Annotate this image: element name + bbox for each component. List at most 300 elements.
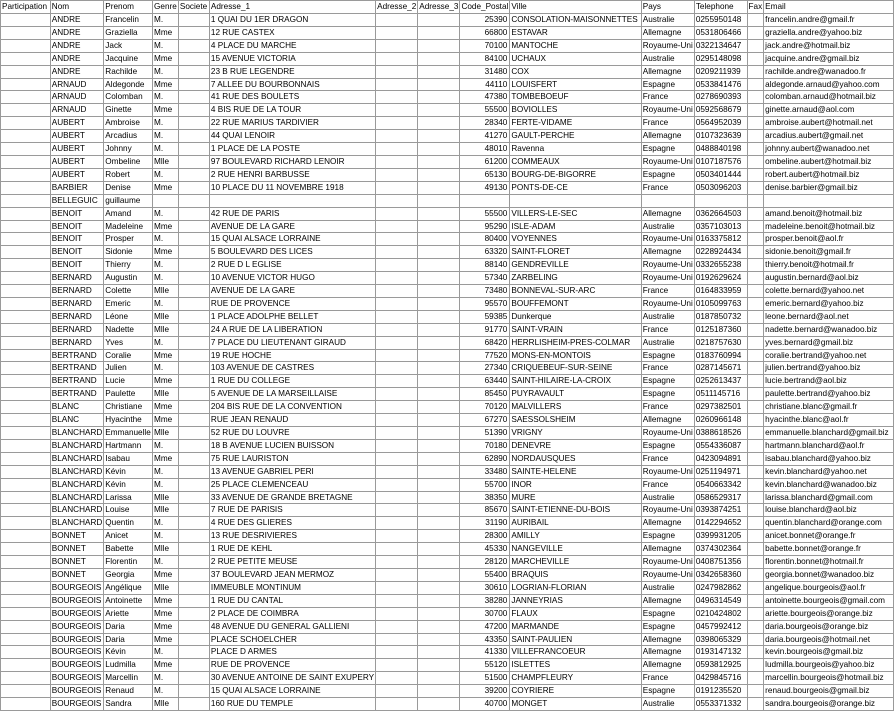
cell-adresse-1[interactable] (209, 194, 375, 207)
cell-email[interactable]: emmanuelle.blanchard@gmail.biz (764, 427, 894, 440)
cell-fax[interactable] (747, 349, 764, 362)
cell-genre[interactable]: Mlle (153, 581, 179, 594)
cell-nom[interactable]: BLANCHARD (50, 439, 104, 452)
cell-ville[interactable]: ISLE-ADAM (510, 220, 641, 233)
cell-email[interactable]: angelique.bourgeois@aol.fr (764, 581, 894, 594)
cell-nom[interactable]: BELLEGUIC (50, 194, 104, 207)
cell-pays[interactable]: Allemagne (641, 65, 694, 78)
cell-ville[interactable]: FLAUX (510, 607, 641, 620)
cell-societe[interactable] (178, 336, 209, 349)
cell-telephone[interactable]: 0228924434 (694, 246, 747, 259)
cell-code-postal[interactable]: 80400 (460, 233, 510, 246)
cell-adresse-3[interactable] (418, 78, 460, 91)
cell-adresse-1[interactable]: 13 RUE DESRIVIERES (209, 530, 375, 543)
cell-fax[interactable] (747, 233, 764, 246)
cell-adresse-1[interactable]: 1 RUE DE KEHL (209, 543, 375, 556)
cell-code-postal[interactable]: 28300 (460, 530, 510, 543)
cell-adresse-3[interactable] (418, 685, 460, 698)
cell-adresse-2[interactable] (376, 581, 418, 594)
cell-prenom[interactable]: Larissa (104, 491, 153, 504)
cell-email[interactable]: ariette.bourgeois@orange.biz (764, 607, 894, 620)
cell-adresse-1[interactable]: 12 RUE CASTEX (209, 26, 375, 39)
cell-pays[interactable]: Royaume-Uni (641, 427, 694, 440)
cell-adresse-3[interactable] (418, 581, 460, 594)
cell-participation[interactable] (1, 310, 51, 323)
cell-nom[interactable]: BLANCHARD (50, 504, 104, 517)
cell-code-postal[interactable]: 51500 (460, 672, 510, 685)
cell-email[interactable]: christiane.blanc@gmail.fr (764, 401, 894, 414)
cell-prenom[interactable]: Nadette (104, 323, 153, 336)
cell-pays[interactable]: Australie (641, 14, 694, 27)
cell-adresse-2[interactable] (376, 452, 418, 465)
cell-adresse-2[interactable] (376, 323, 418, 336)
cell-telephone[interactable]: 0252613437 (694, 375, 747, 388)
cell-pays[interactable]: Australie (641, 698, 694, 711)
cell-prenom[interactable]: Léone (104, 310, 153, 323)
cell-adresse-1[interactable]: 1 PLACE DE LA POSTE (209, 143, 375, 156)
cell-email[interactable]: francelin.andre@gmail.fr (764, 14, 894, 27)
cell-participation[interactable] (1, 478, 51, 491)
cell-adresse-3[interactable] (418, 285, 460, 298)
cell-nom[interactable]: BERNARD (50, 297, 104, 310)
cell-code-postal[interactable]: 95290 (460, 220, 510, 233)
cell-societe[interactable] (178, 543, 209, 556)
column-header-participation[interactable]: Participation (1, 1, 51, 14)
cell-adresse-3[interactable] (418, 517, 460, 530)
cell-telephone[interactable]: 0295148098 (694, 52, 747, 65)
cell-nom[interactable]: BERNARD (50, 323, 104, 336)
cell-nom[interactable]: BONNET (50, 556, 104, 569)
cell-prenom[interactable]: Antoinette (104, 594, 153, 607)
cell-genre[interactable]: M. (153, 297, 179, 310)
cell-participation[interactable] (1, 246, 51, 259)
cell-societe[interactable] (178, 633, 209, 646)
cell-code-postal[interactable]: 39200 (460, 685, 510, 698)
cell-nom[interactable]: BOURGEOIS (50, 646, 104, 659)
cell-nom[interactable]: AUBERT (50, 168, 104, 181)
cell-fax[interactable] (747, 633, 764, 646)
cell-pays[interactable]: Royaume-Uni (641, 504, 694, 517)
cell-telephone[interactable]: 0503401444 (694, 168, 747, 181)
cell-adresse-1[interactable]: 5 AVENUE DE LA MARSEILLAISE (209, 388, 375, 401)
cell-telephone[interactable]: 0192629624 (694, 272, 747, 285)
cell-participation[interactable] (1, 233, 51, 246)
cell-genre[interactable]: Mme (153, 401, 179, 414)
cell-fax[interactable] (747, 310, 764, 323)
cell-telephone[interactable]: 0533841476 (694, 78, 747, 91)
cell-prenom[interactable]: Coralie (104, 349, 153, 362)
cell-societe[interactable] (178, 530, 209, 543)
cell-code-postal[interactable] (460, 194, 510, 207)
cell-adresse-3[interactable] (418, 375, 460, 388)
cell-adresse-3[interactable] (418, 117, 460, 130)
cell-email[interactable]: ombeline.aubert@hotmail.biz (764, 155, 894, 168)
cell-adresse-3[interactable] (418, 310, 460, 323)
cell-prenom[interactable]: Kévin (104, 465, 153, 478)
cell-adresse-1[interactable]: 33 AVENUE DE GRANDE BRETAGNE (209, 491, 375, 504)
cell-societe[interactable] (178, 375, 209, 388)
cell-fax[interactable] (747, 388, 764, 401)
cell-ville[interactable]: NORDAUSQUES (510, 452, 641, 465)
cell-prenom[interactable]: Emeric (104, 297, 153, 310)
cell-code-postal[interactable]: 57340 (460, 272, 510, 285)
cell-genre[interactable]: Mme (153, 607, 179, 620)
cell-email[interactable]: sandra.bourgeois@orange.biz (764, 698, 894, 711)
cell-telephone[interactable]: 0564952039 (694, 117, 747, 130)
cell-prenom[interactable]: Hyacinthe (104, 414, 153, 427)
cell-nom[interactable]: BLANCHARD (50, 427, 104, 440)
column-header-fax[interactable]: Fax (747, 1, 764, 14)
cell-adresse-1[interactable]: 37 BOULEVARD JEAN MERMOZ (209, 568, 375, 581)
cell-prenom[interactable]: Graziella (104, 26, 153, 39)
cell-ville[interactable]: VILLERS-LE-SEC (510, 207, 641, 220)
cell-adresse-2[interactable] (376, 465, 418, 478)
cell-code-postal[interactable]: 66800 (460, 26, 510, 39)
cell-nom[interactable]: ANDRE (50, 65, 104, 78)
cell-adresse-1[interactable]: 18 B AVENUE LUCIEN BUISSON (209, 439, 375, 452)
cell-genre[interactable]: M. (153, 336, 179, 349)
cell-adresse-1[interactable]: RUE DE PROVENCE (209, 659, 375, 672)
cell-email[interactable]: aldegonde.arnaud@yahoo.com (764, 78, 894, 91)
cell-genre[interactable]: Mme (153, 568, 179, 581)
cell-fax[interactable] (747, 246, 764, 259)
cell-code-postal[interactable]: 51390 (460, 427, 510, 440)
cell-societe[interactable] (178, 620, 209, 633)
cell-adresse-1[interactable]: 1 RUE DU CANTAL (209, 594, 375, 607)
cell-adresse-2[interactable] (376, 427, 418, 440)
cell-participation[interactable] (1, 581, 51, 594)
cell-nom[interactable]: BENOIT (50, 246, 104, 259)
cell-code-postal[interactable]: 28120 (460, 556, 510, 569)
cell-genre[interactable]: Mlle (153, 323, 179, 336)
cell-code-postal[interactable]: 40700 (460, 698, 510, 711)
cell-adresse-3[interactable] (418, 259, 460, 272)
cell-fax[interactable] (747, 465, 764, 478)
cell-pays[interactable]: Espagne (641, 388, 694, 401)
cell-participation[interactable] (1, 646, 51, 659)
cell-adresse-1[interactable]: 7 ALLEE DU BOURBONNAIS (209, 78, 375, 91)
cell-pays[interactable]: France (641, 478, 694, 491)
cell-prenom[interactable]: Colette (104, 285, 153, 298)
cell-pays[interactable]: Espagne (641, 78, 694, 91)
cell-adresse-2[interactable] (376, 272, 418, 285)
cell-adresse-3[interactable] (418, 194, 460, 207)
cell-participation[interactable] (1, 207, 51, 220)
cell-societe[interactable] (178, 117, 209, 130)
cell-participation[interactable] (1, 194, 51, 207)
cell-genre[interactable]: Mme (153, 26, 179, 39)
cell-nom[interactable]: BERNARD (50, 285, 104, 298)
cell-adresse-3[interactable] (418, 504, 460, 517)
cell-genre[interactable]: Mlle (153, 285, 179, 298)
cell-societe[interactable] (178, 517, 209, 530)
cell-adresse-3[interactable] (418, 52, 460, 65)
cell-adresse-2[interactable] (376, 401, 418, 414)
cell-genre[interactable]: Mme (153, 246, 179, 259)
cell-societe[interactable] (178, 26, 209, 39)
cell-ville[interactable]: SAINT-VRAIN (510, 323, 641, 336)
cell-email[interactable]: emeric.bernard@yahoo.biz (764, 297, 894, 310)
cell-adresse-2[interactable] (376, 698, 418, 711)
cell-adresse-2[interactable] (376, 478, 418, 491)
cell-genre[interactable]: M. (153, 117, 179, 130)
cell-ville[interactable]: SAINTE-HELENE (510, 465, 641, 478)
cell-adresse-3[interactable] (418, 659, 460, 672)
cell-code-postal[interactable]: 61200 (460, 155, 510, 168)
cell-genre[interactable]: M. (153, 143, 179, 156)
cell-ville[interactable]: DENEVRE (510, 439, 641, 452)
cell-pays[interactable]: Allemagne (641, 414, 694, 427)
cell-adresse-2[interactable] (376, 194, 418, 207)
cell-telephone[interactable]: 0531806466 (694, 26, 747, 39)
cell-fax[interactable] (747, 556, 764, 569)
cell-code-postal[interactable]: 47200 (460, 620, 510, 633)
cell-prenom[interactable]: Paulette (104, 388, 153, 401)
cell-adresse-3[interactable] (418, 672, 460, 685)
cell-adresse-2[interactable] (376, 168, 418, 181)
cell-pays[interactable]: Australie (641, 336, 694, 349)
cell-participation[interactable] (1, 388, 51, 401)
cell-participation[interactable] (1, 349, 51, 362)
cell-adresse-2[interactable] (376, 646, 418, 659)
cell-participation[interactable] (1, 285, 51, 298)
cell-societe[interactable] (178, 362, 209, 375)
cell-fax[interactable] (747, 362, 764, 375)
cell-telephone[interactable]: 0393874251 (694, 504, 747, 517)
cell-societe[interactable] (178, 672, 209, 685)
cell-ville[interactable]: CONSOLATION-MAISONNETTES (510, 14, 641, 27)
cell-pays[interactable]: France (641, 401, 694, 414)
cell-ville[interactable]: SAINT-HILAIRE-LA-CROIX (510, 375, 641, 388)
cell-pays[interactable]: Australie (641, 491, 694, 504)
cell-adresse-3[interactable] (418, 297, 460, 310)
cell-telephone[interactable]: 0260966148 (694, 414, 747, 427)
cell-pays[interactable]: Allemagne (641, 594, 694, 607)
cell-nom[interactable]: ARNAUD (50, 78, 104, 91)
cell-participation[interactable] (1, 323, 51, 336)
cell-fax[interactable] (747, 581, 764, 594)
cell-email[interactable]: florentin.bonnet@hotmail.fr (764, 556, 894, 569)
cell-code-postal[interactable]: 31190 (460, 517, 510, 530)
cell-adresse-2[interactable] (376, 556, 418, 569)
cell-prenom[interactable]: Prosper (104, 233, 153, 246)
cell-participation[interactable] (1, 375, 51, 388)
cell-adresse-2[interactable] (376, 659, 418, 672)
cell-telephone[interactable]: 0374302364 (694, 543, 747, 556)
cell-ville[interactable]: LOUISFERT (510, 78, 641, 91)
cell-genre[interactable]: Mme (153, 220, 179, 233)
cell-ville[interactable]: CRIQUEBEUF-SUR-SEINE (510, 362, 641, 375)
column-header-pays[interactable]: Pays (641, 1, 694, 14)
cell-email[interactable] (764, 194, 894, 207)
cell-adresse-2[interactable] (376, 517, 418, 530)
cell-adresse-2[interactable] (376, 336, 418, 349)
cell-pays[interactable]: Australie (641, 52, 694, 65)
cell-adresse-3[interactable] (418, 39, 460, 52)
cell-adresse-2[interactable] (376, 375, 418, 388)
cell-adresse-2[interactable] (376, 349, 418, 362)
cell-code-postal[interactable]: 84100 (460, 52, 510, 65)
cell-adresse-1[interactable]: RUE DE PROVENCE (209, 297, 375, 310)
cell-adresse-1[interactable]: 13 AVENUE GABRIEL PERI (209, 465, 375, 478)
cell-email[interactable]: amand.benoit@hotmail.biz (764, 207, 894, 220)
cell-telephone[interactable]: 0593812925 (694, 659, 747, 672)
cell-societe[interactable] (178, 607, 209, 620)
cell-adresse-2[interactable] (376, 220, 418, 233)
cell-pays[interactable]: Allemagne (641, 517, 694, 530)
cell-prenom[interactable]: Hartmann (104, 439, 153, 452)
cell-adresse-1[interactable]: 30 AVENUE ANTOINE DE SAINT EXUPERY (209, 672, 375, 685)
cell-adresse-1[interactable]: 23 B RUE LEGENDRE (209, 65, 375, 78)
cell-societe[interactable] (178, 349, 209, 362)
cell-adresse-1[interactable]: 204 BIS RUE DE LA CONVENTION (209, 401, 375, 414)
cell-participation[interactable] (1, 401, 51, 414)
cell-nom[interactable]: BERNARD (50, 336, 104, 349)
cell-code-postal[interactable]: 41330 (460, 646, 510, 659)
cell-societe[interactable] (178, 220, 209, 233)
cell-telephone[interactable]: 0163375812 (694, 233, 747, 246)
cell-email[interactable]: graziella.andre@yahoo.biz (764, 26, 894, 39)
cell-participation[interactable] (1, 78, 51, 91)
cell-societe[interactable] (178, 246, 209, 259)
cell-adresse-2[interactable] (376, 246, 418, 259)
cell-email[interactable]: kevin.blanchard@wanadoo.biz (764, 478, 894, 491)
cell-telephone[interactable]: 0193147132 (694, 646, 747, 659)
cell-code-postal[interactable]: 33480 (460, 465, 510, 478)
cell-adresse-2[interactable] (376, 297, 418, 310)
cell-fax[interactable] (747, 259, 764, 272)
cell-pays[interactable]: Espagne (641, 530, 694, 543)
cell-adresse-1[interactable]: 44 QUAI LENOIR (209, 130, 375, 143)
cell-pays[interactable]: Royaume-Uni (641, 39, 694, 52)
cell-societe[interactable] (178, 504, 209, 517)
cell-societe[interactable] (178, 39, 209, 52)
cell-genre[interactable]: Mlle (153, 504, 179, 517)
cell-adresse-1[interactable]: 2 RUE HENRI BARBUSSE (209, 168, 375, 181)
cell-nom[interactable]: BLANCHARD (50, 452, 104, 465)
cell-prenom[interactable]: Thierry (104, 259, 153, 272)
cell-adresse-2[interactable] (376, 207, 418, 220)
cell-adresse-3[interactable] (418, 401, 460, 414)
cell-code-postal[interactable]: 85670 (460, 504, 510, 517)
cell-fax[interactable] (747, 14, 764, 27)
cell-adresse-1[interactable]: 15 QUAI ALSACE LORRAINE (209, 685, 375, 698)
cell-adresse-3[interactable] (418, 646, 460, 659)
cell-telephone[interactable]: 0209211939 (694, 65, 747, 78)
cell-adresse-1[interactable]: 2 RUE PETITE MEUSE (209, 556, 375, 569)
cell-adresse-2[interactable] (376, 91, 418, 104)
cell-prenom[interactable]: Robert (104, 168, 153, 181)
cell-societe[interactable] (178, 259, 209, 272)
cell-ville[interactable]: Dunkerque (510, 310, 641, 323)
cell-email[interactable]: lucie.bertrand@aol.biz (764, 375, 894, 388)
cell-participation[interactable] (1, 336, 51, 349)
cell-genre[interactable]: M. (153, 233, 179, 246)
cell-telephone[interactable]: 0125187360 (694, 323, 747, 336)
cell-prenom[interactable]: Jack (104, 39, 153, 52)
cell-pays[interactable]: France (641, 362, 694, 375)
cell-prenom[interactable]: Sidonie (104, 246, 153, 259)
cell-adresse-3[interactable] (418, 362, 460, 375)
cell-nom[interactable]: AUBERT (50, 130, 104, 143)
cell-telephone[interactable]: 0322134647 (694, 39, 747, 52)
cell-telephone[interactable] (694, 194, 747, 207)
cell-fax[interactable] (747, 414, 764, 427)
cell-prenom[interactable]: Jacquine (104, 52, 153, 65)
cell-prenom[interactable]: Kévin (104, 646, 153, 659)
cell-code-postal[interactable]: 55700 (460, 478, 510, 491)
cell-email[interactable]: johnny.aubert@wanadoo.net (764, 143, 894, 156)
cell-telephone[interactable]: 0183760994 (694, 349, 747, 362)
cell-prenom[interactable]: Anicet (104, 530, 153, 543)
cell-pays[interactable]: Allemagne (641, 207, 694, 220)
cell-nom[interactable]: ARNAUD (50, 104, 104, 117)
cell-adresse-3[interactable] (418, 465, 460, 478)
cell-genre[interactable]: Mlle (153, 155, 179, 168)
cell-code-postal[interactable]: 68420 (460, 336, 510, 349)
cell-ville[interactable]: VOYENNES (510, 233, 641, 246)
cell-telephone[interactable]: 0553371332 (694, 698, 747, 711)
cell-adresse-3[interactable] (418, 556, 460, 569)
cell-genre[interactable]: Mme (153, 414, 179, 427)
column-header-code-postal[interactable]: Code_Postal (460, 1, 510, 14)
cell-participation[interactable] (1, 168, 51, 181)
cell-telephone[interactable]: 0278690393 (694, 91, 747, 104)
cell-ville[interactable]: BRAQUIS (510, 568, 641, 581)
cell-adresse-3[interactable] (418, 633, 460, 646)
cell-participation[interactable] (1, 530, 51, 543)
cell-email[interactable]: larissa.blanchard@gmail.com (764, 491, 894, 504)
cell-email[interactable]: jack.andre@hotmail.biz (764, 39, 894, 52)
cell-societe[interactable] (178, 65, 209, 78)
cell-email[interactable]: prosper.benoit@aol.fr (764, 233, 894, 246)
cell-societe[interactable] (178, 323, 209, 336)
cell-telephone[interactable]: 0297382501 (694, 401, 747, 414)
cell-prenom[interactable]: Florentin (104, 556, 153, 569)
cell-adresse-3[interactable] (418, 91, 460, 104)
cell-nom[interactable]: BERTRAND (50, 349, 104, 362)
cell-adresse-3[interactable] (418, 452, 460, 465)
cell-telephone[interactable]: 0503096203 (694, 181, 747, 194)
cell-email[interactable]: arcadius.aubert@gmail.net (764, 130, 894, 143)
cell-telephone[interactable]: 0399931205 (694, 530, 747, 543)
cell-nom[interactable]: BERTRAND (50, 388, 104, 401)
cell-nom[interactable]: ARNAUD (50, 91, 104, 104)
cell-code-postal[interactable]: 95570 (460, 297, 510, 310)
cell-participation[interactable] (1, 491, 51, 504)
cell-fax[interactable] (747, 78, 764, 91)
cell-prenom[interactable]: Rachilde (104, 65, 153, 78)
cell-prenom[interactable]: Julien (104, 362, 153, 375)
cell-pays[interactable]: Allemagne (641, 646, 694, 659)
cell-adresse-2[interactable] (376, 155, 418, 168)
cell-adresse-2[interactable] (376, 52, 418, 65)
cell-adresse-2[interactable] (376, 388, 418, 401)
cell-fax[interactable] (747, 91, 764, 104)
cell-telephone[interactable]: 0357103013 (694, 220, 747, 233)
cell-nom[interactable]: BONNET (50, 543, 104, 556)
cell-nom[interactable]: BENOIT (50, 259, 104, 272)
cell-adresse-2[interactable] (376, 233, 418, 246)
cell-code-postal[interactable]: 85450 (460, 388, 510, 401)
cell-genre[interactable]: Mme (153, 78, 179, 91)
cell-prenom[interactable]: Emmanuelle (104, 427, 153, 440)
cell-code-postal[interactable]: 70120 (460, 401, 510, 414)
cell-code-postal[interactable]: 38350 (460, 491, 510, 504)
cell-telephone[interactable]: 0218757630 (694, 336, 747, 349)
cell-prenom[interactable]: Sandra (104, 698, 153, 711)
cell-nom[interactable]: BARBIER (50, 181, 104, 194)
